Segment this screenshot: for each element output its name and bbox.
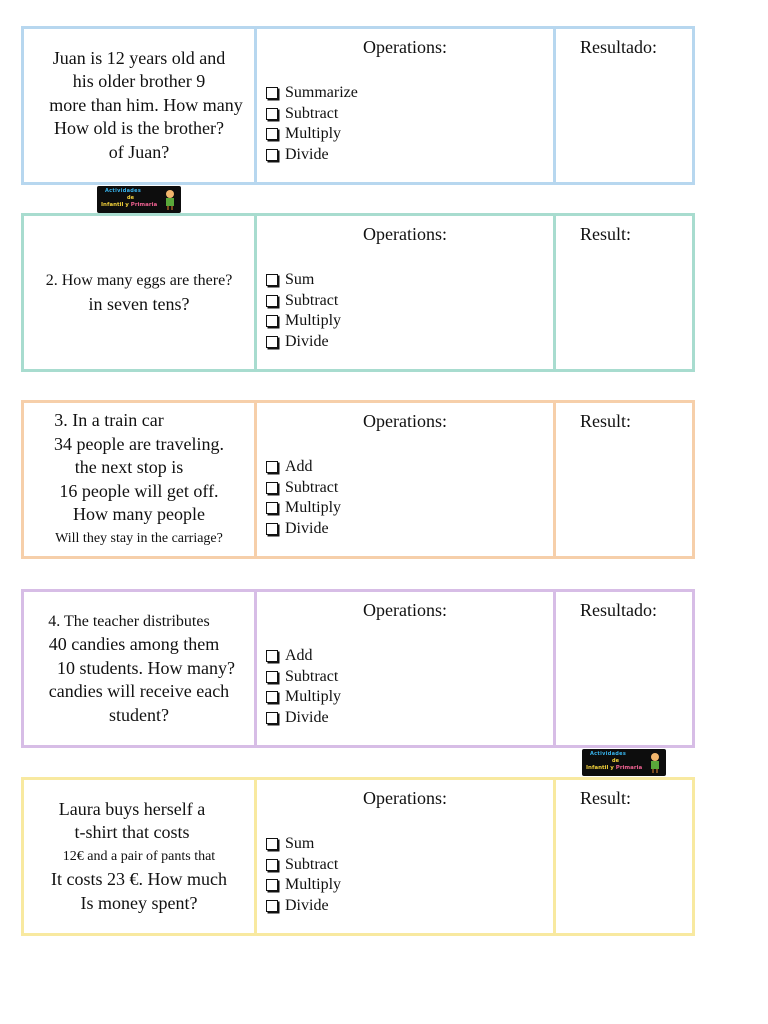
operation-option[interactable]: [266, 104, 358, 125]
problem-card-2: [21, 213, 695, 372]
operation-option[interactable]: [266, 145, 358, 166]
operation-option[interactable]: [266, 855, 341, 876]
operation-option[interactable]: [266, 498, 341, 519]
operation-option[interactable]: [266, 708, 341, 729]
result-title: Result:: [580, 224, 632, 244]
checkbox-icon[interactable]: [266, 315, 278, 327]
checkbox-icon[interactable]: [266, 128, 278, 140]
operation-label: Subtract: [285, 291, 339, 309]
checkbox-icon[interactable]: [266, 274, 278, 286]
operation-option[interactable]: [266, 83, 358, 104]
question-line: student?: [108, 704, 169, 725]
question-line: Is money spent?: [80, 892, 198, 913]
operation-label: Subtract: [285, 855, 339, 873]
question-line: 40 candies among them: [48, 634, 220, 655]
operation-label: Summarize: [285, 84, 358, 101]
operations-title: Operations:: [363, 600, 447, 620]
result-cell[interactable]: [556, 780, 692, 933]
operation-option[interactable]: [266, 646, 341, 667]
result-title: Resultado:: [580, 37, 657, 57]
operation-option[interactable]: [266, 124, 358, 145]
result-cell[interactable]: [556, 29, 692, 182]
operation-label: Multiply: [285, 499, 342, 517]
operation-option[interactable]: [266, 667, 341, 688]
operation-option[interactable]: [266, 270, 341, 291]
operation-label: Divide: [285, 708, 329, 726]
operation-label: Multiply: [285, 125, 342, 143]
checkbox-icon[interactable]: [266, 879, 278, 891]
question-line: Juan is 12 years old and: [52, 47, 226, 68]
question-line: 34 people are traveling.: [54, 433, 224, 454]
operation-option[interactable]: [266, 457, 341, 478]
operation-label: Multiply: [285, 312, 342, 330]
child-mascot-icon: [648, 752, 662, 773]
operation-label: Multiply: [285, 876, 342, 894]
checkbox-icon[interactable]: [266, 859, 278, 871]
operation-option[interactable]: [266, 687, 341, 708]
operation-option[interactable]: [266, 478, 341, 499]
checkbox-icon[interactable]: [266, 900, 278, 912]
question-line: t-shirt that costs: [74, 822, 190, 843]
child-mascot-icon: [163, 189, 177, 210]
operations-list: [266, 834, 341, 916]
checkbox-icon[interactable]: [266, 712, 278, 724]
operation-option[interactable]: [266, 896, 341, 917]
operation-option[interactable]: [266, 519, 341, 540]
operation-option[interactable]: [266, 311, 341, 332]
site-logo: Actividades de Infantil y Primaria: [582, 749, 666, 776]
result-title: Result:: [580, 788, 632, 808]
question-line: candies will receive each: [48, 681, 230, 702]
question-line: the next stop is: [74, 457, 184, 477]
question-line: of Juan?: [108, 141, 170, 162]
operation-option[interactable]: [266, 834, 341, 855]
operation-option[interactable]: [266, 332, 341, 353]
operation-option[interactable]: [266, 291, 341, 312]
question-cell: [24, 780, 257, 933]
operation-label: Divide: [285, 332, 329, 350]
question-line: How many people: [73, 504, 205, 524]
result-cell[interactable]: [556, 592, 692, 745]
checkbox-icon[interactable]: [266, 87, 278, 99]
operations-title: Operations:: [363, 224, 447, 244]
question-line: How old is the brother?: [54, 118, 224, 139]
result-cell[interactable]: [556, 403, 692, 556]
operations-list: [266, 83, 358, 165]
operations-cell: [257, 592, 556, 745]
checkbox-icon[interactable]: [266, 108, 278, 120]
question-line: Laura buys herself a: [58, 798, 206, 819]
checkbox-icon[interactable]: [266, 691, 278, 703]
operations-list: [266, 270, 341, 352]
result-title: Resultado:: [580, 600, 657, 620]
operation-label: Sum: [285, 271, 315, 288]
checkbox-icon[interactable]: [266, 482, 278, 494]
question-line: It costs 23 €. How much: [51, 869, 227, 890]
operations-cell: [257, 216, 556, 369]
operation-label: Multiply: [285, 688, 342, 706]
operation-label: Divide: [285, 519, 329, 537]
problem-card-1: [21, 26, 695, 185]
result-cell[interactable]: [556, 216, 692, 369]
operations-list: [266, 457, 341, 539]
checkbox-icon[interactable]: [266, 502, 278, 514]
operation-option[interactable]: [266, 875, 341, 896]
question-line: 16 people will get off.: [59, 480, 219, 501]
operation-label: Add: [285, 458, 313, 475]
checkbox-icon[interactable]: [266, 149, 278, 161]
operation-label: Divide: [285, 896, 329, 914]
question-cell: [24, 29, 257, 182]
question-cell: [24, 403, 257, 556]
question-line: more than him. How many: [49, 94, 243, 115]
operations-list: [266, 646, 341, 728]
result-title: Result:: [580, 411, 632, 431]
question-line: 2. How many eggs are there?: [45, 272, 233, 289]
checkbox-icon[interactable]: [266, 295, 278, 307]
site-logo: Actividades de Infantil y Primaria: [97, 186, 181, 213]
operation-label: Subtract: [285, 667, 339, 685]
checkbox-icon[interactable]: [266, 838, 278, 850]
operation-label: Subtract: [285, 104, 339, 122]
operations-cell: [257, 403, 556, 556]
problem-card-3: [21, 400, 695, 559]
checkbox-icon[interactable]: [266, 523, 278, 535]
question-line: 3. In a train car: [54, 410, 164, 430]
checkbox-icon[interactable]: [266, 671, 278, 683]
checkbox-icon[interactable]: [266, 336, 278, 348]
operations-cell: [257, 780, 556, 933]
question-line: his older brother 9: [72, 71, 206, 92]
question-line: 10 students. How many?: [57, 657, 235, 678]
checkbox-icon[interactable]: [266, 650, 278, 662]
question-line: in seven tens?: [88, 293, 190, 314]
operations-title: Operations:: [363, 37, 447, 57]
problem-card-5: [21, 777, 695, 936]
operation-label: Divide: [285, 145, 329, 163]
operations-title: Operations:: [363, 411, 447, 431]
question-line: 12€ and a pair of pants that: [62, 848, 216, 864]
question-cell: [24, 216, 257, 369]
operations-title: Operations:: [363, 788, 447, 808]
operations-cell: [257, 29, 556, 182]
problem-card-4: [21, 589, 695, 748]
checkbox-icon[interactable]: [266, 461, 278, 473]
question-line: Will they stay in the carriage?: [55, 530, 223, 546]
operation-label: Subtract: [285, 478, 339, 496]
question-line: 4. The teacher distributes: [48, 612, 210, 630]
question-cell: [24, 592, 257, 745]
operation-label: Add: [285, 647, 313, 664]
operation-label: Sum: [285, 835, 315, 852]
